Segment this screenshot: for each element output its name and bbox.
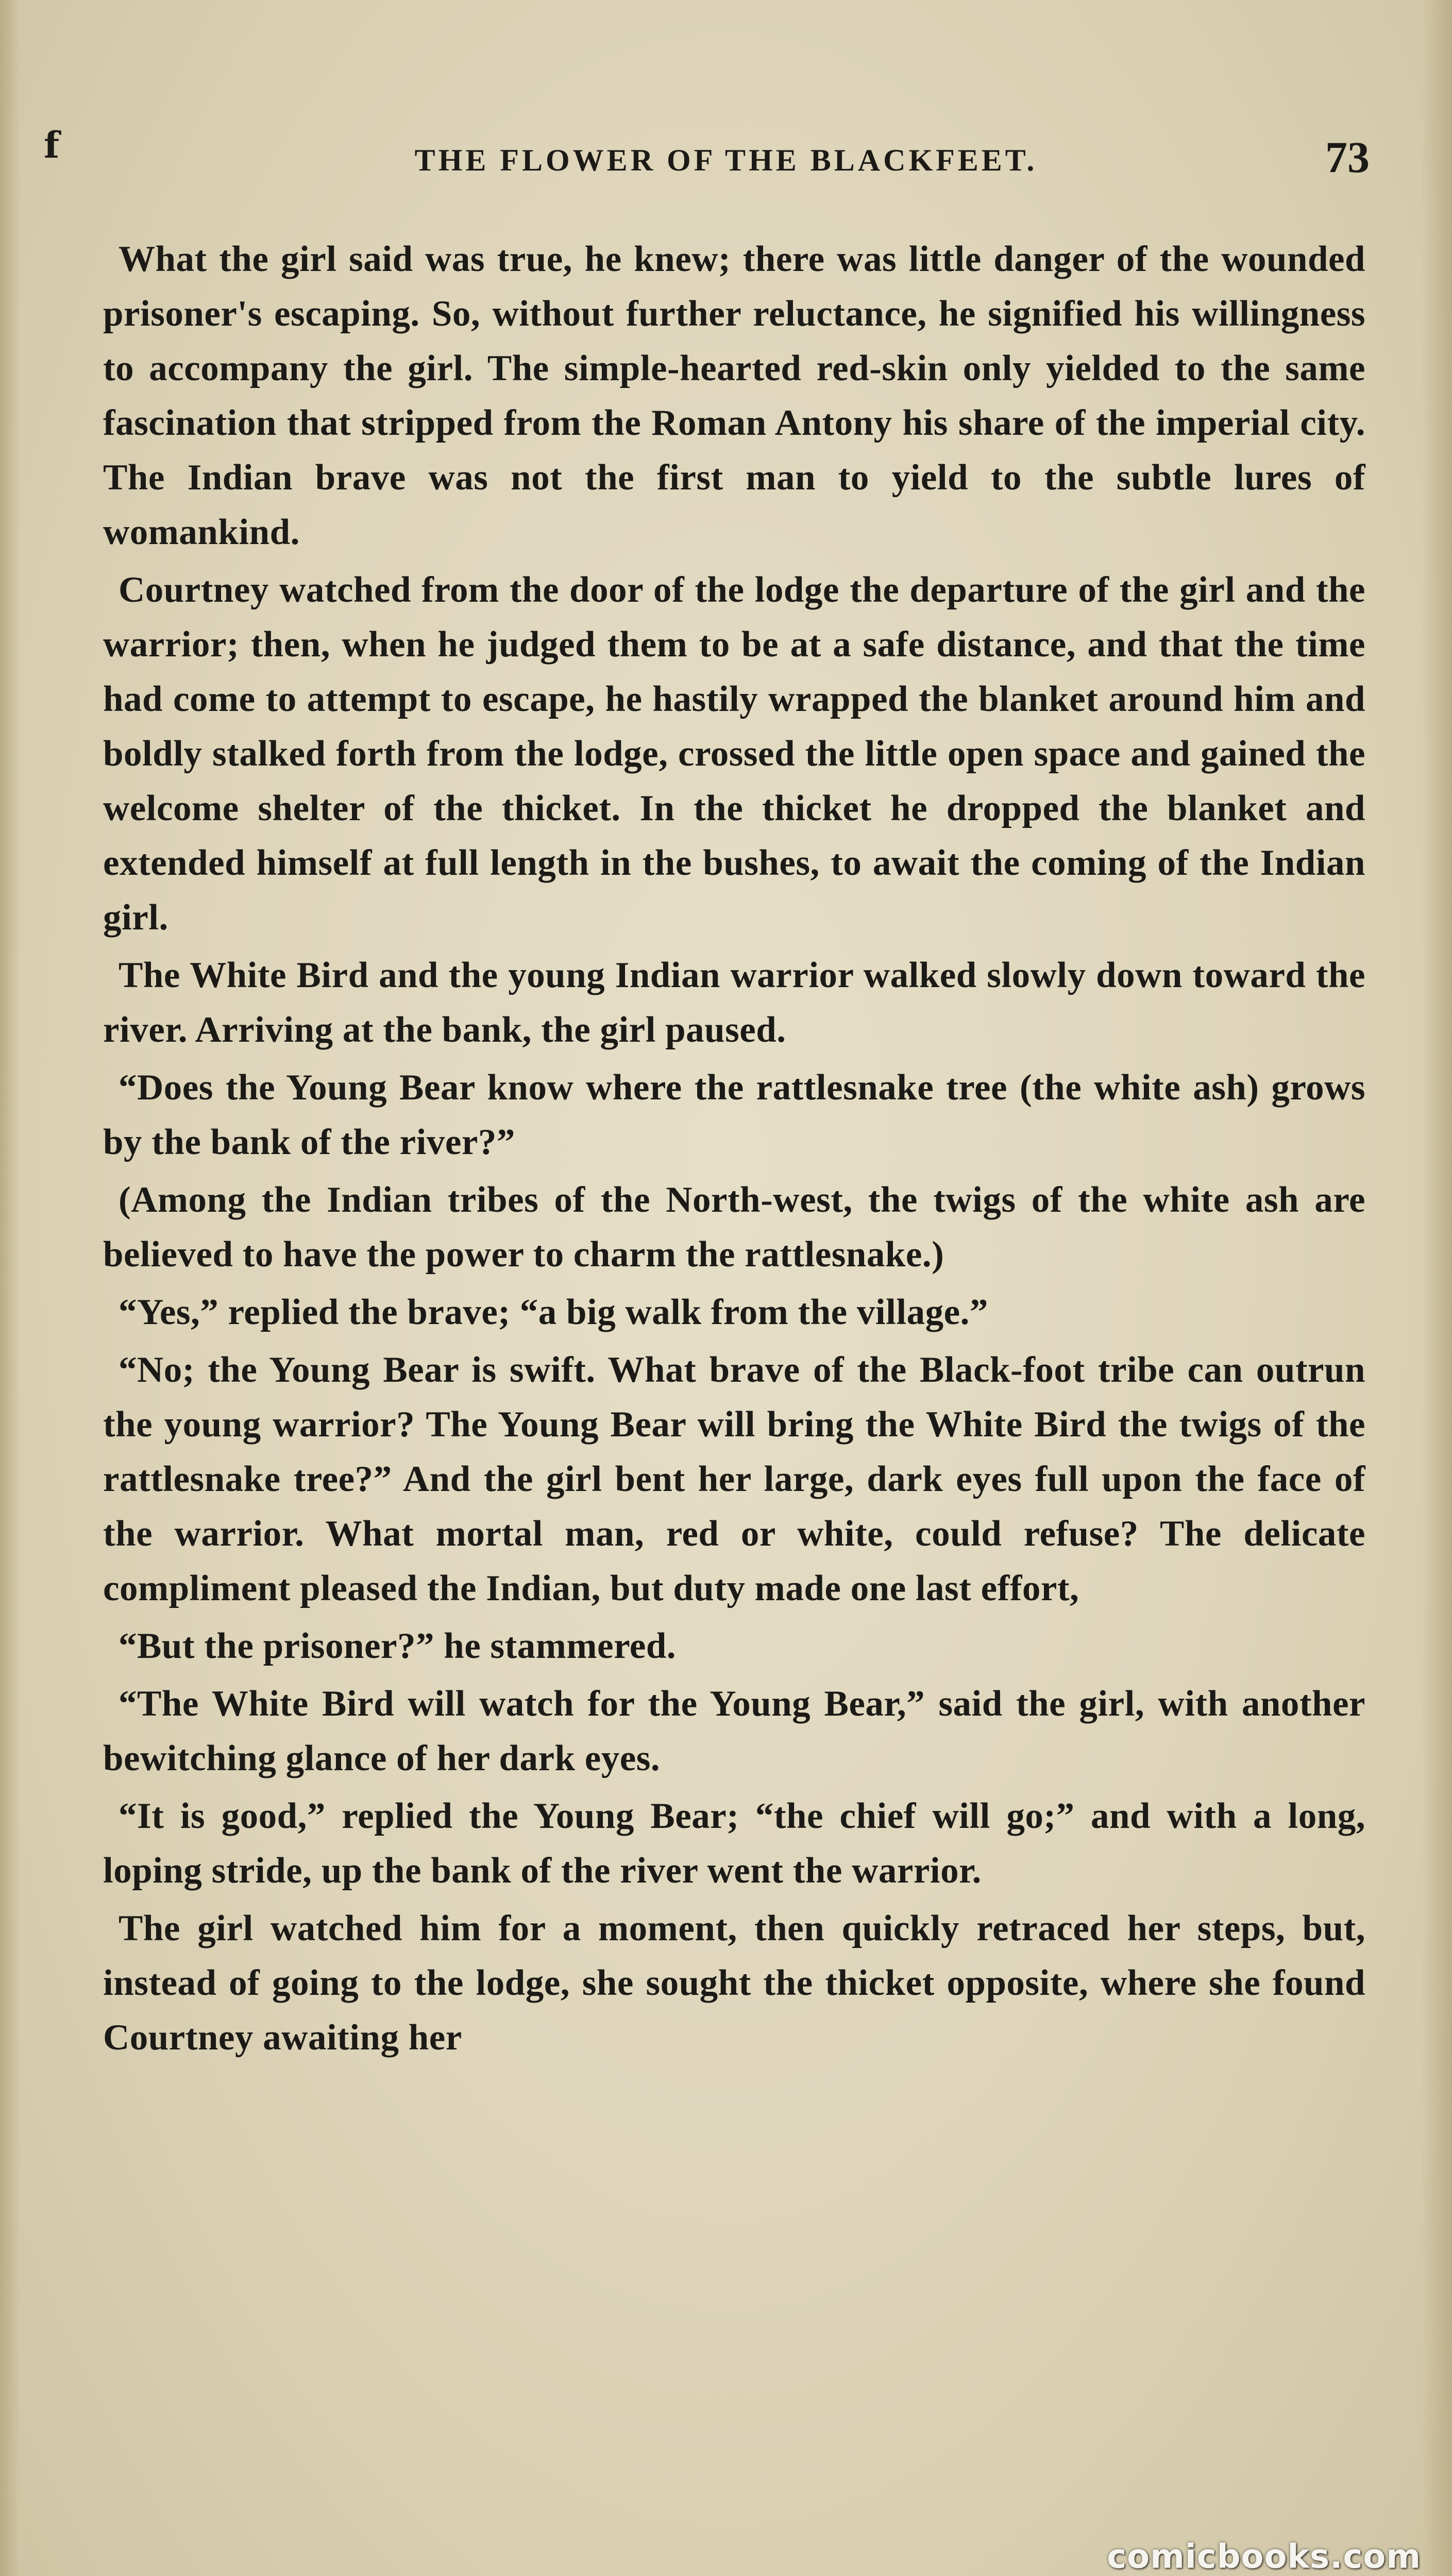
paragraph-3: The White Bird and the young Indian warrior walked slowly down toward the river. Arriving at the bank, the girl paused.: [103, 955, 1365, 1050]
paragraph-9: “The White Bird will watch for the Young Bear,” said the girl, with another bewitching glance of her dark eyes.: [103, 1684, 1365, 1778]
paragraph-10: “It is good,” replied the Young Bear; “the chief will go;” and with a long, loping stride, up the bank of the river went the warrior.: [103, 1796, 1365, 1891]
paragraph-5: (Among the Indian tribes of the North-west, the twigs of the white ash are believed to have the power to charm the rattlesnake.): [103, 1180, 1365, 1275]
running-title: THE FLOWER OF THE BLACKFEET.: [414, 143, 1038, 177]
paragraph-4: “Does the Young Bear know where the rattlesnake tree (the white ash) grows by the bank of the river?”: [103, 1067, 1365, 1162]
paragraph-1: What the girl said was true, he knew; there was little danger of the wounded prisoner's escaping. So, without further reluctance, he signified his willingness to accompany the girl. The simple-hearted red-skin only yielded to the same fascination that stripped from the Roman Antony his share of the imperial city. The Indian brave was not the first man to yield to the subtle lures of womankind.: [103, 239, 1365, 552]
page-edge-shadow-left: [0, 0, 21, 2576]
page-number: 73: [1325, 132, 1370, 182]
page-header: [0, 131, 1452, 193]
paragraph-6: “Yes,” replied the brave; “a big walk from the village.”: [119, 1292, 988, 1332]
paragraph-7: “No; the Young Bear is swift. What brave of the Black-foot tribe can outrun the young warrior? The Young Bear will bring the White Bird the twigs of the rattlesnake tree?” And the girl bent her large, dark eyes full upon the face of the warrior. What mortal man, red or white, could refuse? The delicate compliment pleased the Indian, but duty made one last effort,: [103, 1350, 1365, 1608]
corner-mark: f: [44, 124, 60, 166]
body-text: [103, 232, 1365, 2068]
watermark: comicbooks.com: [1107, 2538, 1421, 2576]
paragraph-11: The girl watched him for a moment, then quickly retraced her steps, but, instead of going to the lodge, she sought the thicket opposite, where she found Courtney awaiting her: [103, 1908, 1365, 2058]
paragraph-8: “But the prisoner?” he stammered.: [119, 1626, 677, 1666]
paragraph-2: Courtney watched from the door of the lodge the departure of the girl and the warrior; then, when he judged them to be at a safe distance, and that the time had come to attempt to escape, he hastily wrapped the blanket around him and boldly stalked forth from the lodge, crossed the little open space and gained the welcome shelter of the thicket. In the thicket he dropped the blanket and extended himself at full length in the bushes, to await the coming of the Indian girl.: [103, 570, 1365, 938]
page-edge-shadow-right: [1421, 0, 1452, 2576]
